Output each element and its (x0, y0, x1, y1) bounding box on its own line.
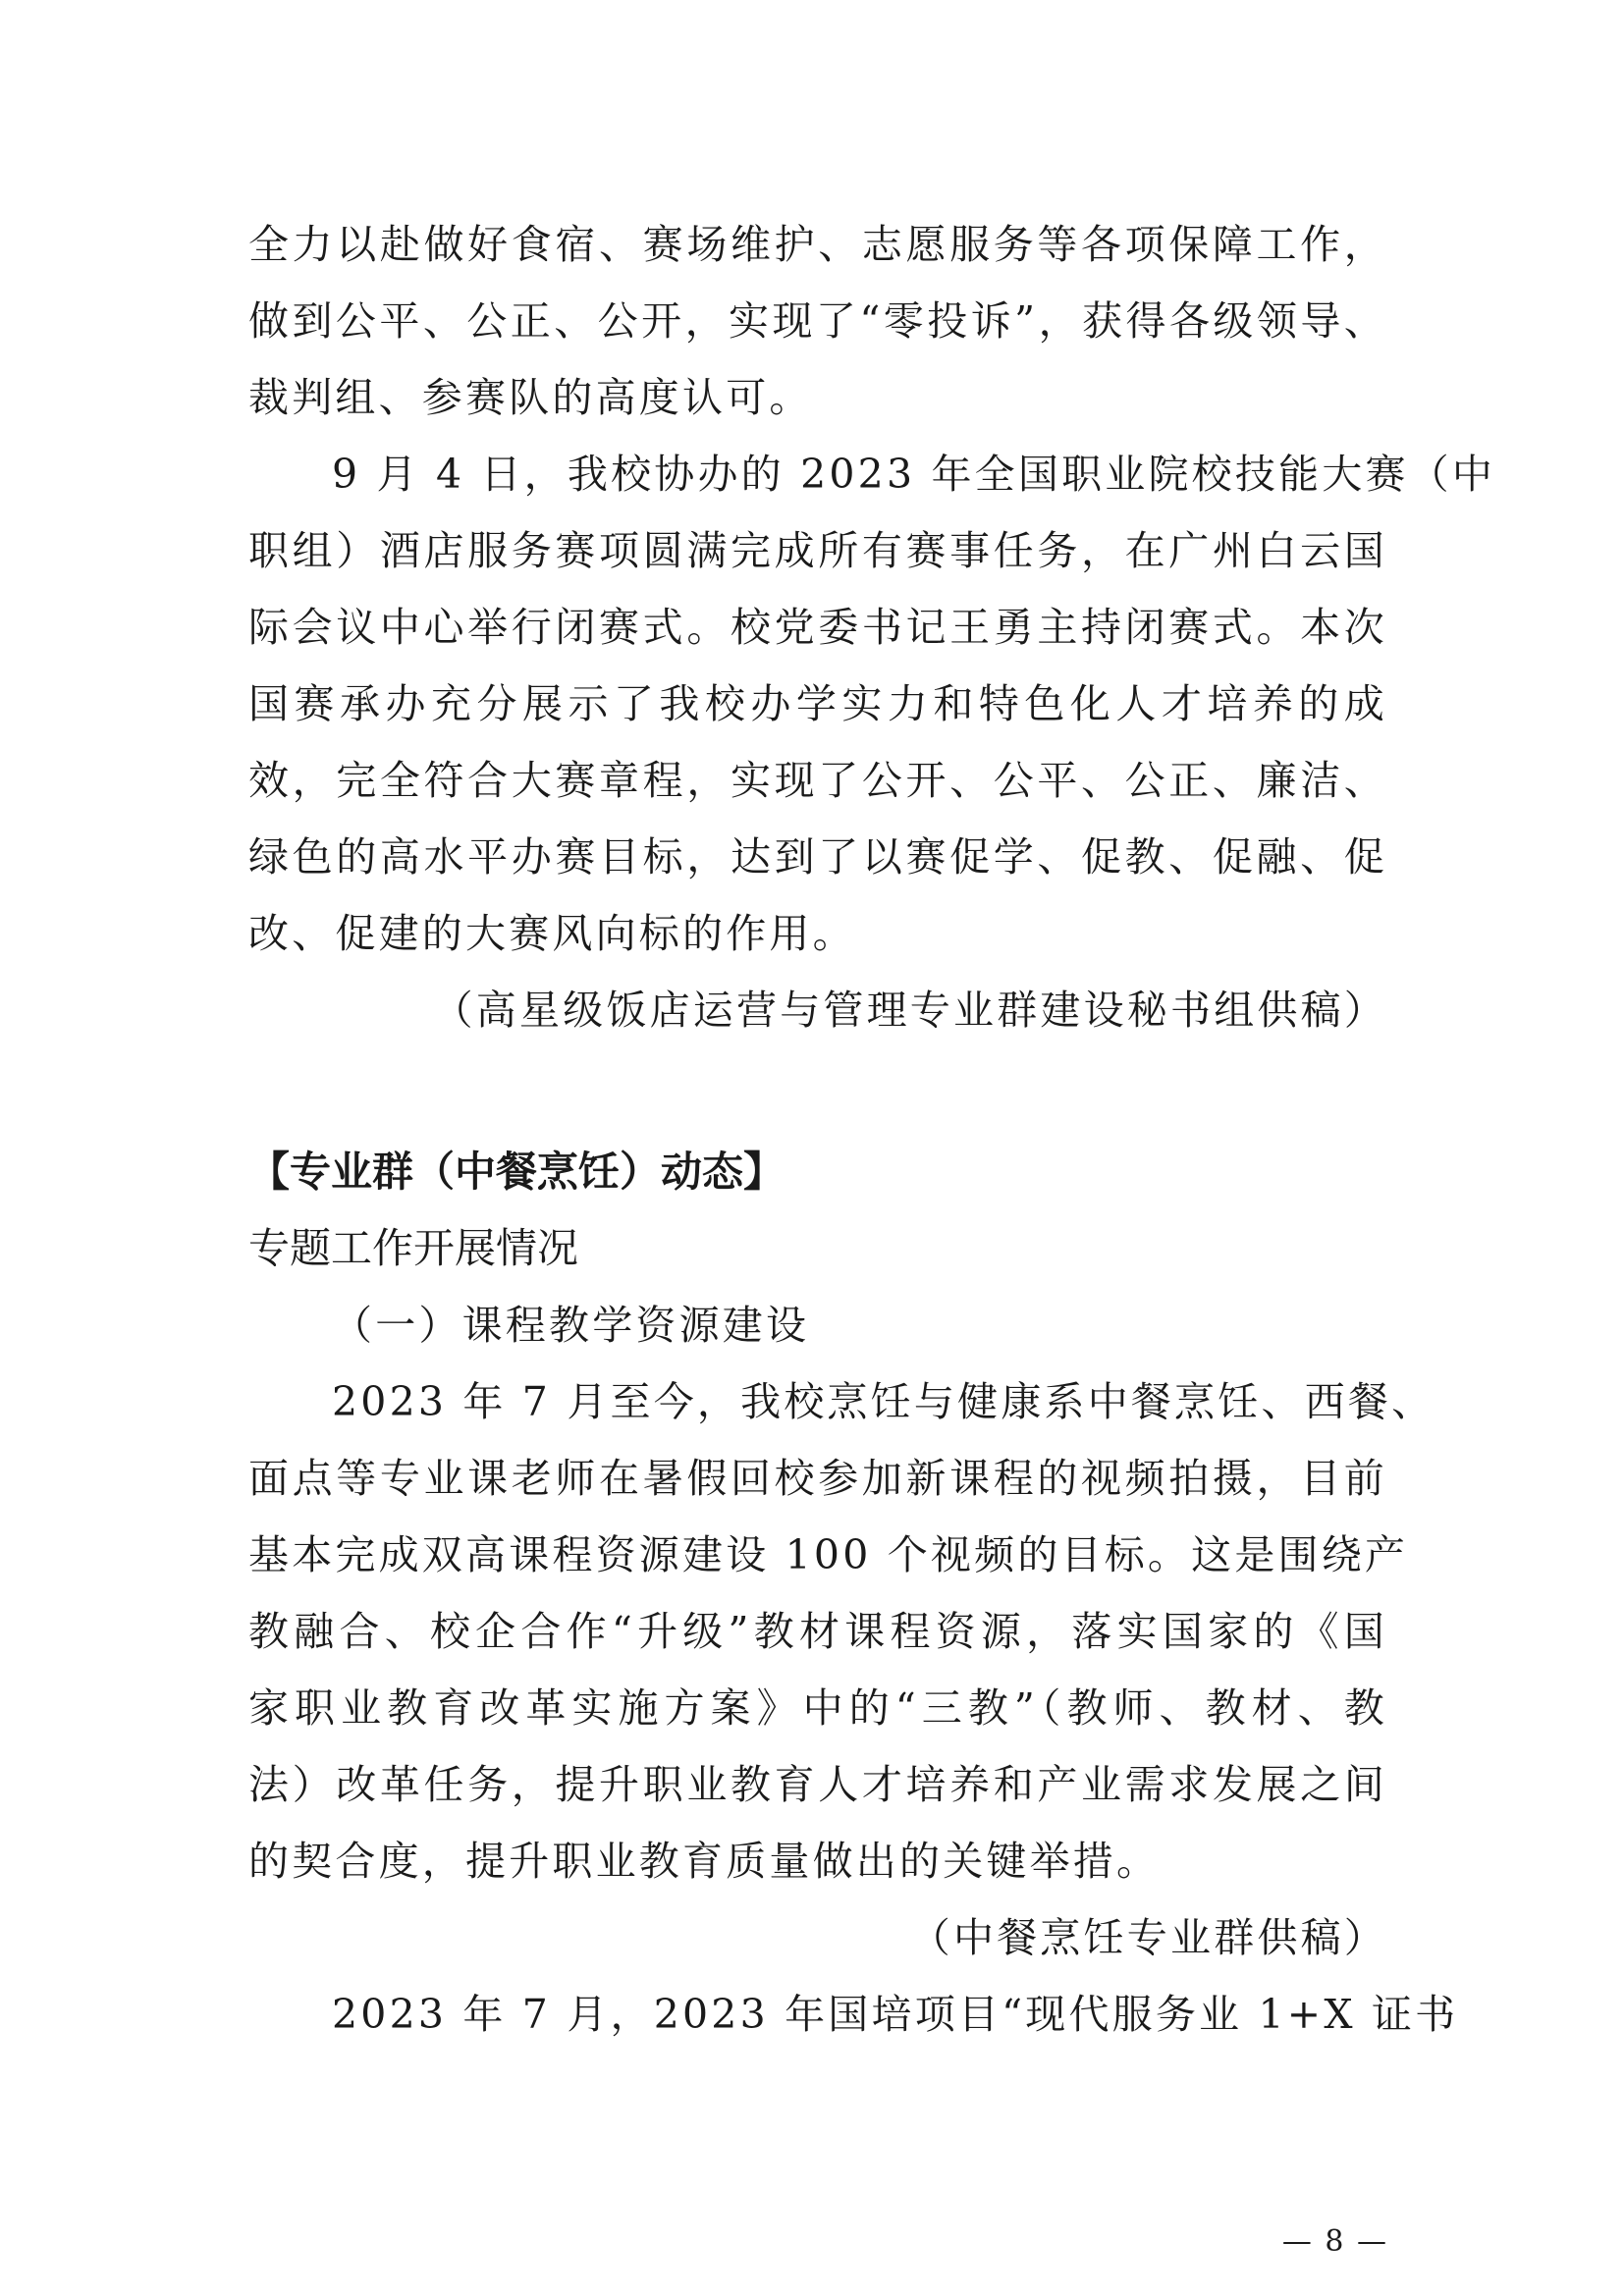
text-line: 效，完全符合大赛章程，实现了公开、公平、公正、廉洁、 (248, 757, 1387, 804)
subheading: 专题工作开展情况 (248, 1224, 579, 1272)
text-line: 职组）酒店服务赛项圆满完成所有赛事任务，在广州白云国 (248, 527, 1387, 574)
text-line: 的契合度，提升职业教育质量做出的关键举措。 (248, 1838, 1161, 1885)
text-line: 全力以赴做好食宿、赛场维护、志愿服务等各项保障工作， (248, 221, 1387, 268)
section-heading: 【专业群（中餐烹饪）动态】 (248, 1148, 785, 1196)
credit-line: （中餐烹饪专业群供稿） (909, 1914, 1387, 1961)
text-line: 法）改革任务，提升职业教育人才培养和产业需求发展之间 (248, 1761, 1387, 1808)
item-heading: （一）课程教学资源建设 (332, 1302, 810, 1349)
text-line: 裁判组、参赛队的高度认可。 (248, 374, 813, 421)
text-line: 基本完成双高课程资源建设 100 个视频的目标。这是围绕产 (248, 1531, 1409, 1578)
text-line: 改、促建的大赛风向标的作用。 (248, 910, 856, 957)
page-number: — 8 — (1281, 2224, 1388, 2259)
text-line: 家职业教育改革实施方案》中的“三教”（教师、教材、教 (248, 1684, 1387, 1732)
text-line: 绿色的高水平办赛目标，达到了以赛促学、促教、促融、促 (248, 833, 1387, 881)
text-line: 做到公平、公正、公开，实现了“零投诉”，获得各级领导、 (248, 297, 1387, 345)
text-line: 9 月 4 日，我校协办的 2023 年全国职业院校技能大赛（中 (332, 451, 1496, 498)
text-line: 面点等专业课老师在暑假回校参加新课程的视频拍摄，目前 (248, 1455, 1387, 1502)
credit-line: （高星级饭店运营与管理专业群建设秘书组供稿） (432, 987, 1387, 1034)
text-line: 国赛承办充分展示了我校办学实力和特色化人才培养的成 (248, 680, 1387, 727)
text-line: 2023 年 7 月，2023 年国培项目“现代服务业 1+X 证书 (332, 1991, 1459, 2038)
text-line: 教融合、校企合作“升级”教材课程资源，落实国家的《国 (248, 1608, 1387, 1655)
text-line: 际会议中心举行闭赛式。校党委书记王勇主持闭赛式。本次 (248, 604, 1387, 651)
text-line: 2023 年 7 月至今，我校烹饪与健康系中餐烹饪、西餐、 (332, 1378, 1435, 1425)
